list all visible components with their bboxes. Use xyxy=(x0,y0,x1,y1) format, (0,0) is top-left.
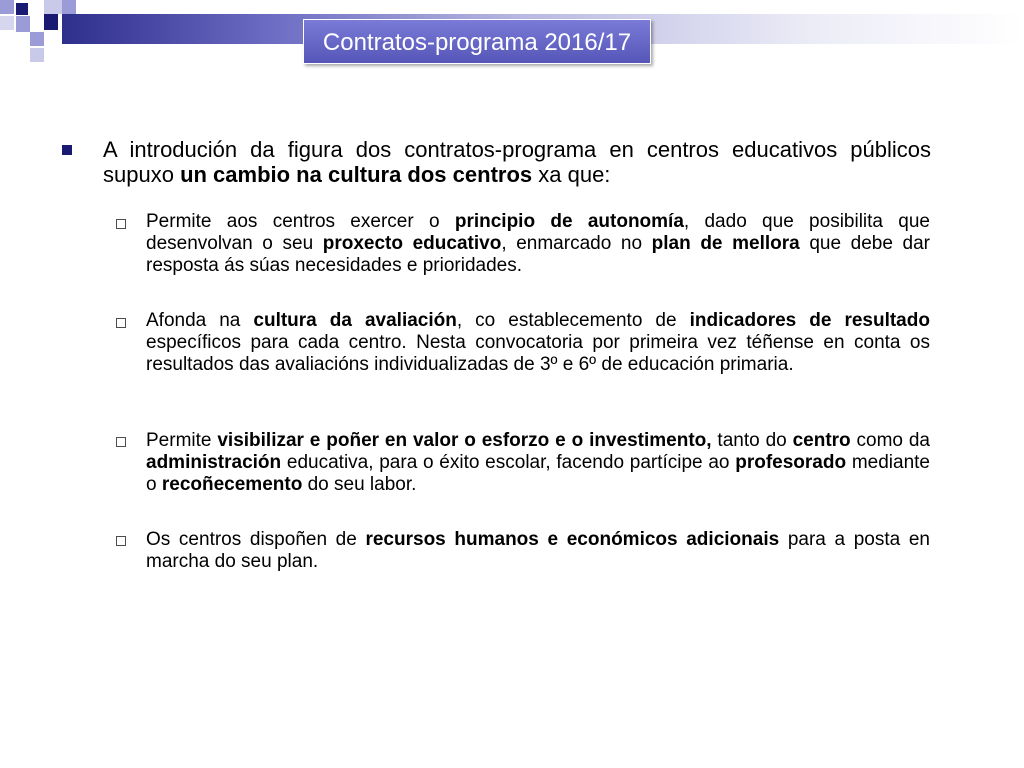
square-bullet-icon xyxy=(62,145,72,155)
hollow-square-bullet-icon xyxy=(116,437,126,447)
hollow-square-bullet-icon xyxy=(116,536,126,546)
main-point: A introdución da figura dos contratos-programa en centros educativos públicos supuxo un cambio na cultura dos centros xa que: xyxy=(103,137,931,187)
slide-title: Contratos-programa 2016/17 xyxy=(303,19,651,64)
sub-point-resources: Os centros dispoñen de recursos humanos e económicos adicionais para a posta en marcha do seu plan. xyxy=(146,529,931,572)
hollow-square-bullet-icon xyxy=(116,219,126,229)
sub-point-visibility: Permite visibilizar e poñer en valor o esforzo e o investimento, tanto do centro como da administración educativa, para o éxito escolar, facendo partícipe ao profesorado mediante o recoñecemento do seu labor. xyxy=(146,430,930,495)
sub-point-evaluation: Afonda na cultura da avaliación, co establecemento de indicadores de resultado específicos para cada centro. Nesta convocatoria por primeira vez téñense en conta os resultados das avaliacións individualizadas de 3º e 6º de educación primaria. xyxy=(146,310,930,375)
hollow-square-bullet-icon xyxy=(116,318,126,328)
sub-point-autonomy: Permite aos centros exercer o principio de autonomía, dado que posibilita que desenvolvan o seu proxecto educativo, enmarcado no plan de mellora que debe dar resposta ás súas necesidades e prioridades. xyxy=(146,211,930,276)
